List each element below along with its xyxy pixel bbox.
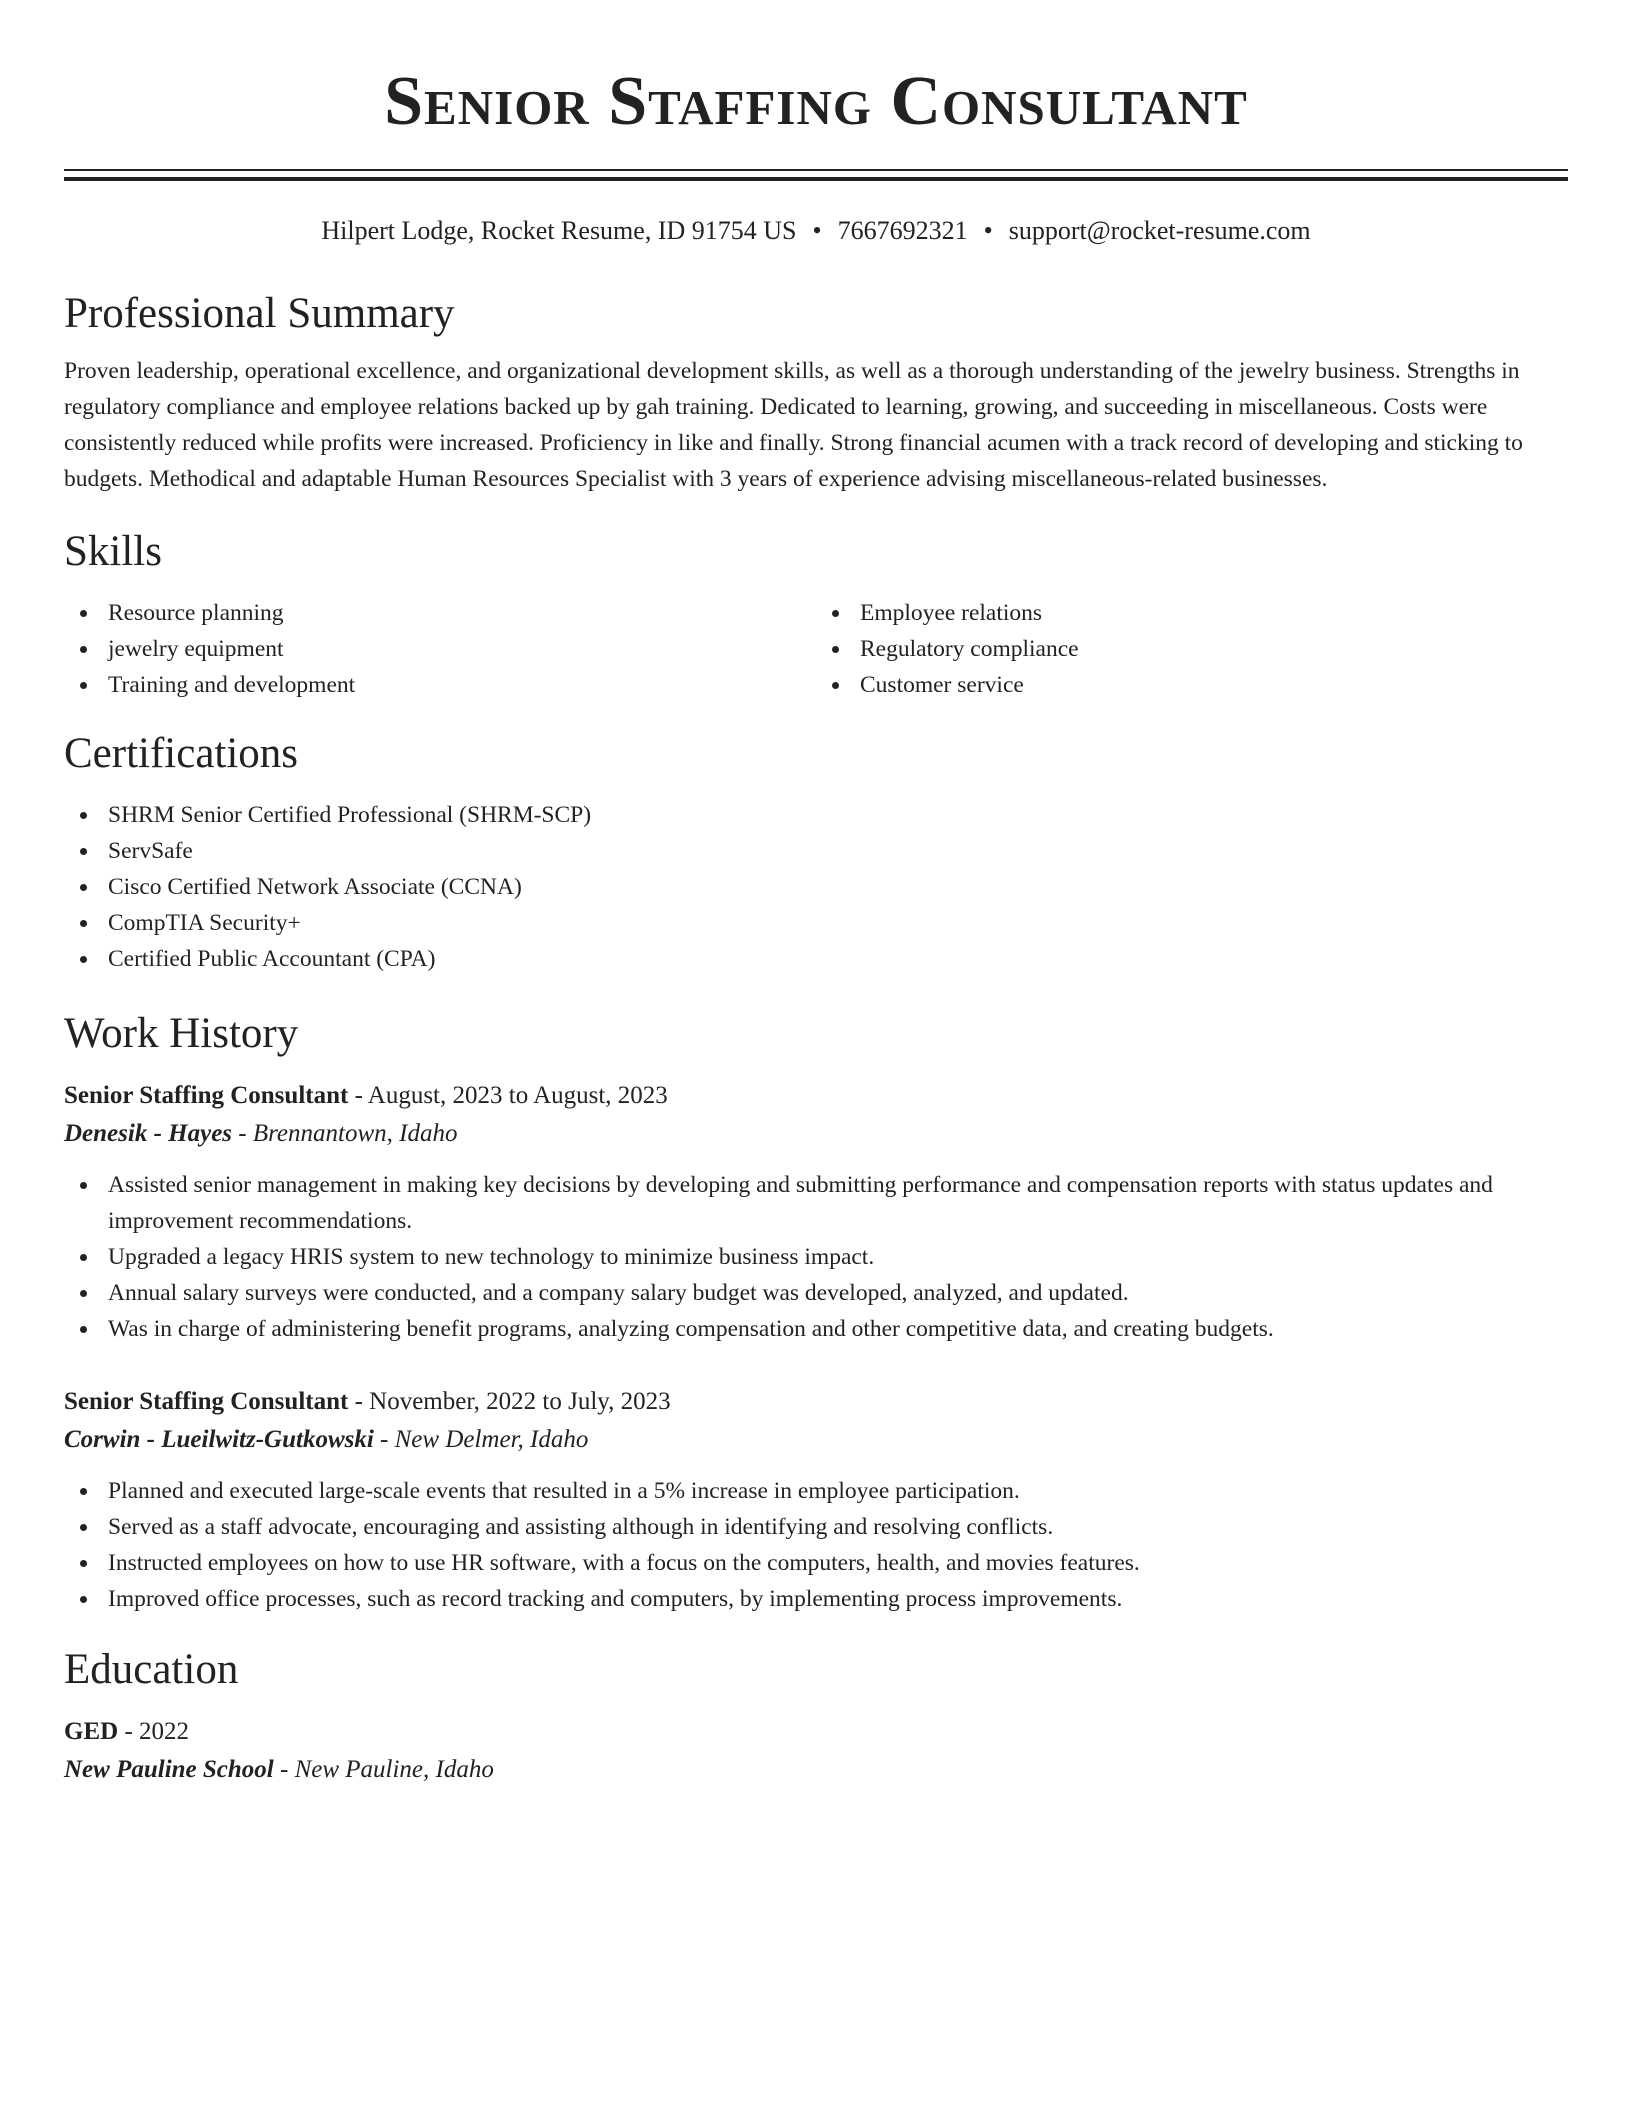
job-location: - New Delmer, Idaho bbox=[373, 1426, 589, 1453]
contact-email: support@rocket-resume.com bbox=[1008, 216, 1311, 245]
education-heading: Education bbox=[64, 1646, 239, 1693]
education-location: - New Pauline, Idaho bbox=[273, 1756, 494, 1783]
certification-item: ServSafe bbox=[64, 833, 1568, 869]
title-divider-thin bbox=[64, 169, 1568, 171]
contact-line bbox=[64, 215, 1568, 247]
certifications-list bbox=[64, 797, 1568, 977]
education-year: - 2022 bbox=[118, 1718, 190, 1745]
job-title-line bbox=[64, 1077, 1568, 1115]
certification-item: Certified Public Accountant (CPA) bbox=[64, 941, 1568, 977]
job-dates: - August, 2023 to August, 2023 bbox=[348, 1082, 668, 1109]
skills-columns bbox=[64, 595, 1568, 703]
job-title: Senior Staffing Consultant bbox=[64, 1082, 349, 1109]
job-bullet: Served as a staff advocate, encouraging and assisting although in identifying and resolving conflicts. bbox=[64, 1509, 1568, 1545]
skill-item: Customer service bbox=[816, 667, 1568, 703]
education-degree: GED bbox=[64, 1718, 119, 1745]
job-employer: Denesik - Hayes bbox=[64, 1120, 233, 1147]
job-bullet: Annual salary surveys were conducted, and a company salary budget was developed, analyzed, and updated. bbox=[64, 1275, 1568, 1311]
education-school-line bbox=[64, 1751, 1568, 1789]
summary-heading: Professional Summary bbox=[64, 290, 455, 337]
job-bullet: Planned and executed large-scale events that resulted in a 5% increase in employee participation. bbox=[64, 1473, 1568, 1509]
job-title-line bbox=[64, 1383, 1568, 1421]
resume-title: Senior Staffing Consultant bbox=[384, 63, 1248, 140]
skill-item: Employee relations bbox=[816, 595, 1568, 631]
job-bullets bbox=[64, 1167, 1568, 1347]
certification-item: SHRM Senior Certified Professional (SHRM-SCP) bbox=[64, 797, 1568, 833]
job-bullets bbox=[64, 1473, 1568, 1617]
skills-left-list bbox=[64, 595, 816, 703]
job-location: - Brennantown, Idaho bbox=[232, 1120, 458, 1147]
education-degree-line bbox=[64, 1713, 1568, 1751]
certification-item: Cisco Certified Network Associate (CCNA) bbox=[64, 869, 1568, 905]
job-employer-line bbox=[64, 1421, 1568, 1459]
job-employer: Corwin - Lueilwitz-Gutkowski bbox=[64, 1426, 374, 1453]
contact-separator: • bbox=[812, 216, 822, 245]
job-bullet: Assisted senior management in making key decisions by developing and submitting performance and compensation reports with status updates and improvement recommendations. bbox=[64, 1167, 1568, 1239]
certification-item: CompTIA Security+ bbox=[64, 905, 1568, 941]
skills-right-list bbox=[816, 595, 1568, 703]
work-history-heading: Work History bbox=[64, 1010, 299, 1057]
contact-phone: 7667692321 bbox=[837, 216, 968, 245]
job-dates: - November, 2022 to July, 2023 bbox=[348, 1388, 671, 1415]
job-bullet: Improved office processes, such as record tracking and computers, by implementing process improvements. bbox=[64, 1581, 1568, 1617]
certifications-heading: Certifications bbox=[64, 730, 299, 777]
contact-address: Hilpert Lodge, Rocket Resume, ID 91754 US bbox=[321, 216, 797, 245]
job-entry bbox=[64, 1077, 1568, 1347]
skill-item: jewelry equipment bbox=[64, 631, 816, 667]
job-bullet: Upgraded a legacy HRIS system to new technology to minimize business impact. bbox=[64, 1239, 1568, 1275]
job-entry bbox=[64, 1383, 1568, 1617]
job-title: Senior Staffing Consultant bbox=[64, 1388, 349, 1415]
skill-item: Regulatory compliance bbox=[816, 631, 1568, 667]
summary-text: Proven leadership, operational excellence, and organizational development skills, as well as a thorough understanding of the jewelry business. Strengths in regulatory compliance and employee relations backed up by gah training. Dedicated to learning, growing, and succeeding in miscellaneous. Costs were consistently reduced while profits were increased. Proficiency in like and finally. Strong financial acumen with a track record of developing and sticking to budgets. Methodical and adaptable Human Resources Specialist with 3 years of experience advising miscellaneous-related businesses. bbox=[64, 358, 1523, 492]
skills-heading: Skills bbox=[64, 528, 162, 575]
job-bullet: Was in charge of administering benefit programs, analyzing compensation and other competitive data, and creating budgets. bbox=[64, 1311, 1568, 1347]
skill-item: Training and development bbox=[64, 667, 816, 703]
title-divider-thick bbox=[64, 177, 1568, 181]
contact-separator: • bbox=[983, 216, 993, 245]
skill-item: Resource planning bbox=[64, 595, 816, 631]
job-employer-line bbox=[64, 1115, 1568, 1153]
education-school: New Pauline School bbox=[64, 1756, 274, 1783]
job-bullet: Instructed employees on how to use HR software, with a focus on the computers, health, and movies features. bbox=[64, 1545, 1568, 1581]
